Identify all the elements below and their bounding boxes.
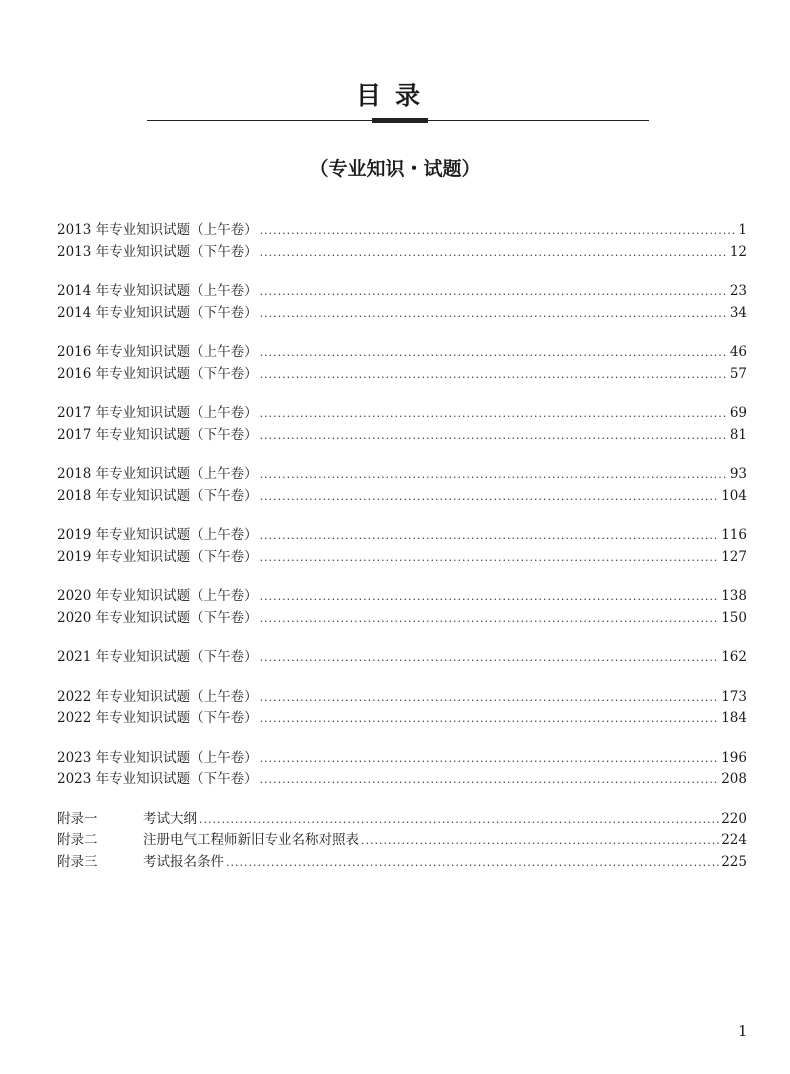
entry-title: 2016 年专业知识试题（上午卷） [57,344,258,360]
table-of-contents [57,220,747,891]
entry-page: 46 [729,344,747,360]
toc-group [57,586,747,629]
toc-group [57,220,747,263]
entry-page: 150 [721,609,747,626]
entry-page: 69 [729,405,747,421]
page-number: 1 [738,1022,748,1040]
toc-entry[interactable] [57,687,747,709]
entry-title: 2014 年专业知识试题（下午卷） [57,304,258,321]
toc-entry[interactable] [57,809,747,831]
toc-group [57,464,747,507]
toc-entry[interactable] [57,464,747,486]
toc-entry[interactable] [57,403,747,425]
dot-leader [260,281,728,303]
entry-title: 2014 年专业知识试题（上午卷） [57,283,258,299]
entry-page: 184 [721,710,747,726]
entry-page: 34 [729,304,747,321]
entry-page: 104 [721,487,747,504]
entry-title: 2020 年专业知识试题（下午卷） [57,609,258,626]
entry-page: 225 [721,853,747,870]
entry-page: 196 [721,749,747,766]
entry-title: 2016 年专业知识试题（下午卷） [57,365,258,382]
entry-title: 2018 年专业知识试题（上午卷） [57,466,258,482]
dot-leader [260,647,720,669]
entry-title: 2018 年专业知识试题（下午卷） [57,487,258,504]
dot-leader [260,242,728,264]
dot-leader [260,525,720,547]
toc-entry[interactable] [57,220,747,242]
toc-entry[interactable] [57,647,747,669]
dot-leader [361,830,719,852]
entry-title: 2022 年专业知识试题（下午卷） [57,710,258,726]
dot-leader [260,403,728,425]
entry-title: 2023 年专业知识试题（下午卷） [57,771,258,787]
toc-entry[interactable] [57,281,747,303]
entry-page: 81 [729,426,747,443]
toc-entry[interactable] [57,547,747,569]
entry-page: 93 [729,466,747,482]
dot-leader [199,809,719,831]
dot-leader [260,769,720,791]
entry-page: 173 [721,688,747,705]
dot-leader [260,464,728,486]
entry-page: 57 [729,365,747,382]
entry-title: 2019 年专业知识试题（下午卷） [57,548,258,565]
dot-leader [260,687,720,709]
entry-page: 162 [721,649,747,665]
toc-group [57,342,747,385]
appendix-prefix: 附录三 [57,853,98,870]
appendix-group [57,809,747,874]
entry-title: 2022 年专业知识试题（上午卷） [57,688,258,705]
entry-title: 考试大纲 [143,810,197,827]
toc-entry[interactable] [57,586,747,608]
dot-leader [260,608,720,630]
dot-leader [260,425,728,447]
dot-leader [260,547,720,569]
dot-leader [260,303,728,325]
section-subtitle: （专业知识・试题） [309,158,481,180]
entry-title: 2021 年专业知识试题（下午卷） [57,649,258,665]
toc-entry[interactable] [57,852,747,874]
toc-entry[interactable] [57,242,747,264]
dot-leader [260,364,728,386]
appendix-prefix: 附录二 [57,832,98,848]
toc-group [57,687,747,730]
toc-entry[interactable] [57,425,747,447]
appendix-prefix: 附录一 [57,810,98,827]
entry-title: 2017 年专业知识试题（下午卷） [57,426,258,443]
entry-page: 116 [721,527,747,543]
entry-page: 208 [721,771,747,787]
entry-title: 2013 年专业知识试题（上午卷） [57,222,258,238]
dot-leader [260,708,720,730]
toc-entry[interactable] [57,708,747,730]
entry-title: 2020 年专业知识试题（上午卷） [57,588,258,604]
toc-entry[interactable] [57,303,747,325]
entry-title: 注册电气工程师新旧专业名称对照表 [143,832,359,848]
toc-entry[interactable] [57,830,747,852]
entry-page: 138 [721,588,747,604]
toc-group [57,281,747,324]
entry-page: 220 [721,810,747,827]
toc-entry[interactable] [57,608,747,630]
dot-leader [260,748,720,770]
toc-group [57,525,747,568]
dot-leader [226,852,719,874]
entry-title: 考试报名条件 [143,853,224,870]
toc-group [57,748,747,791]
entry-page: 127 [721,548,747,565]
toc-entry[interactable] [57,769,747,791]
toc-entry[interactable] [57,342,747,364]
page-title: 目录 [355,81,434,110]
toc-entry[interactable] [57,748,747,770]
entry-page: 1 [738,222,747,238]
toc-entry[interactable] [57,525,747,547]
toc-group [57,647,747,669]
dot-leader [260,220,737,242]
toc-entry[interactable] [57,364,747,386]
toc-group [57,403,747,446]
toc-entry[interactable] [57,486,747,508]
entry-page: 12 [729,243,747,260]
entry-title: 2019 年专业知识试题（上午卷） [57,527,258,543]
title-divider-accent [372,118,428,123]
dot-leader [260,486,720,508]
dot-leader [260,342,728,364]
entry-title: 2017 年专业知识试题（上午卷） [57,405,258,421]
dot-leader [260,586,720,608]
entry-title: 2023 年专业知识试题（上午卷） [57,749,258,766]
entry-page: 224 [721,832,747,848]
entry-page: 23 [729,283,747,299]
entry-title: 2013 年专业知识试题（下午卷） [57,243,258,260]
